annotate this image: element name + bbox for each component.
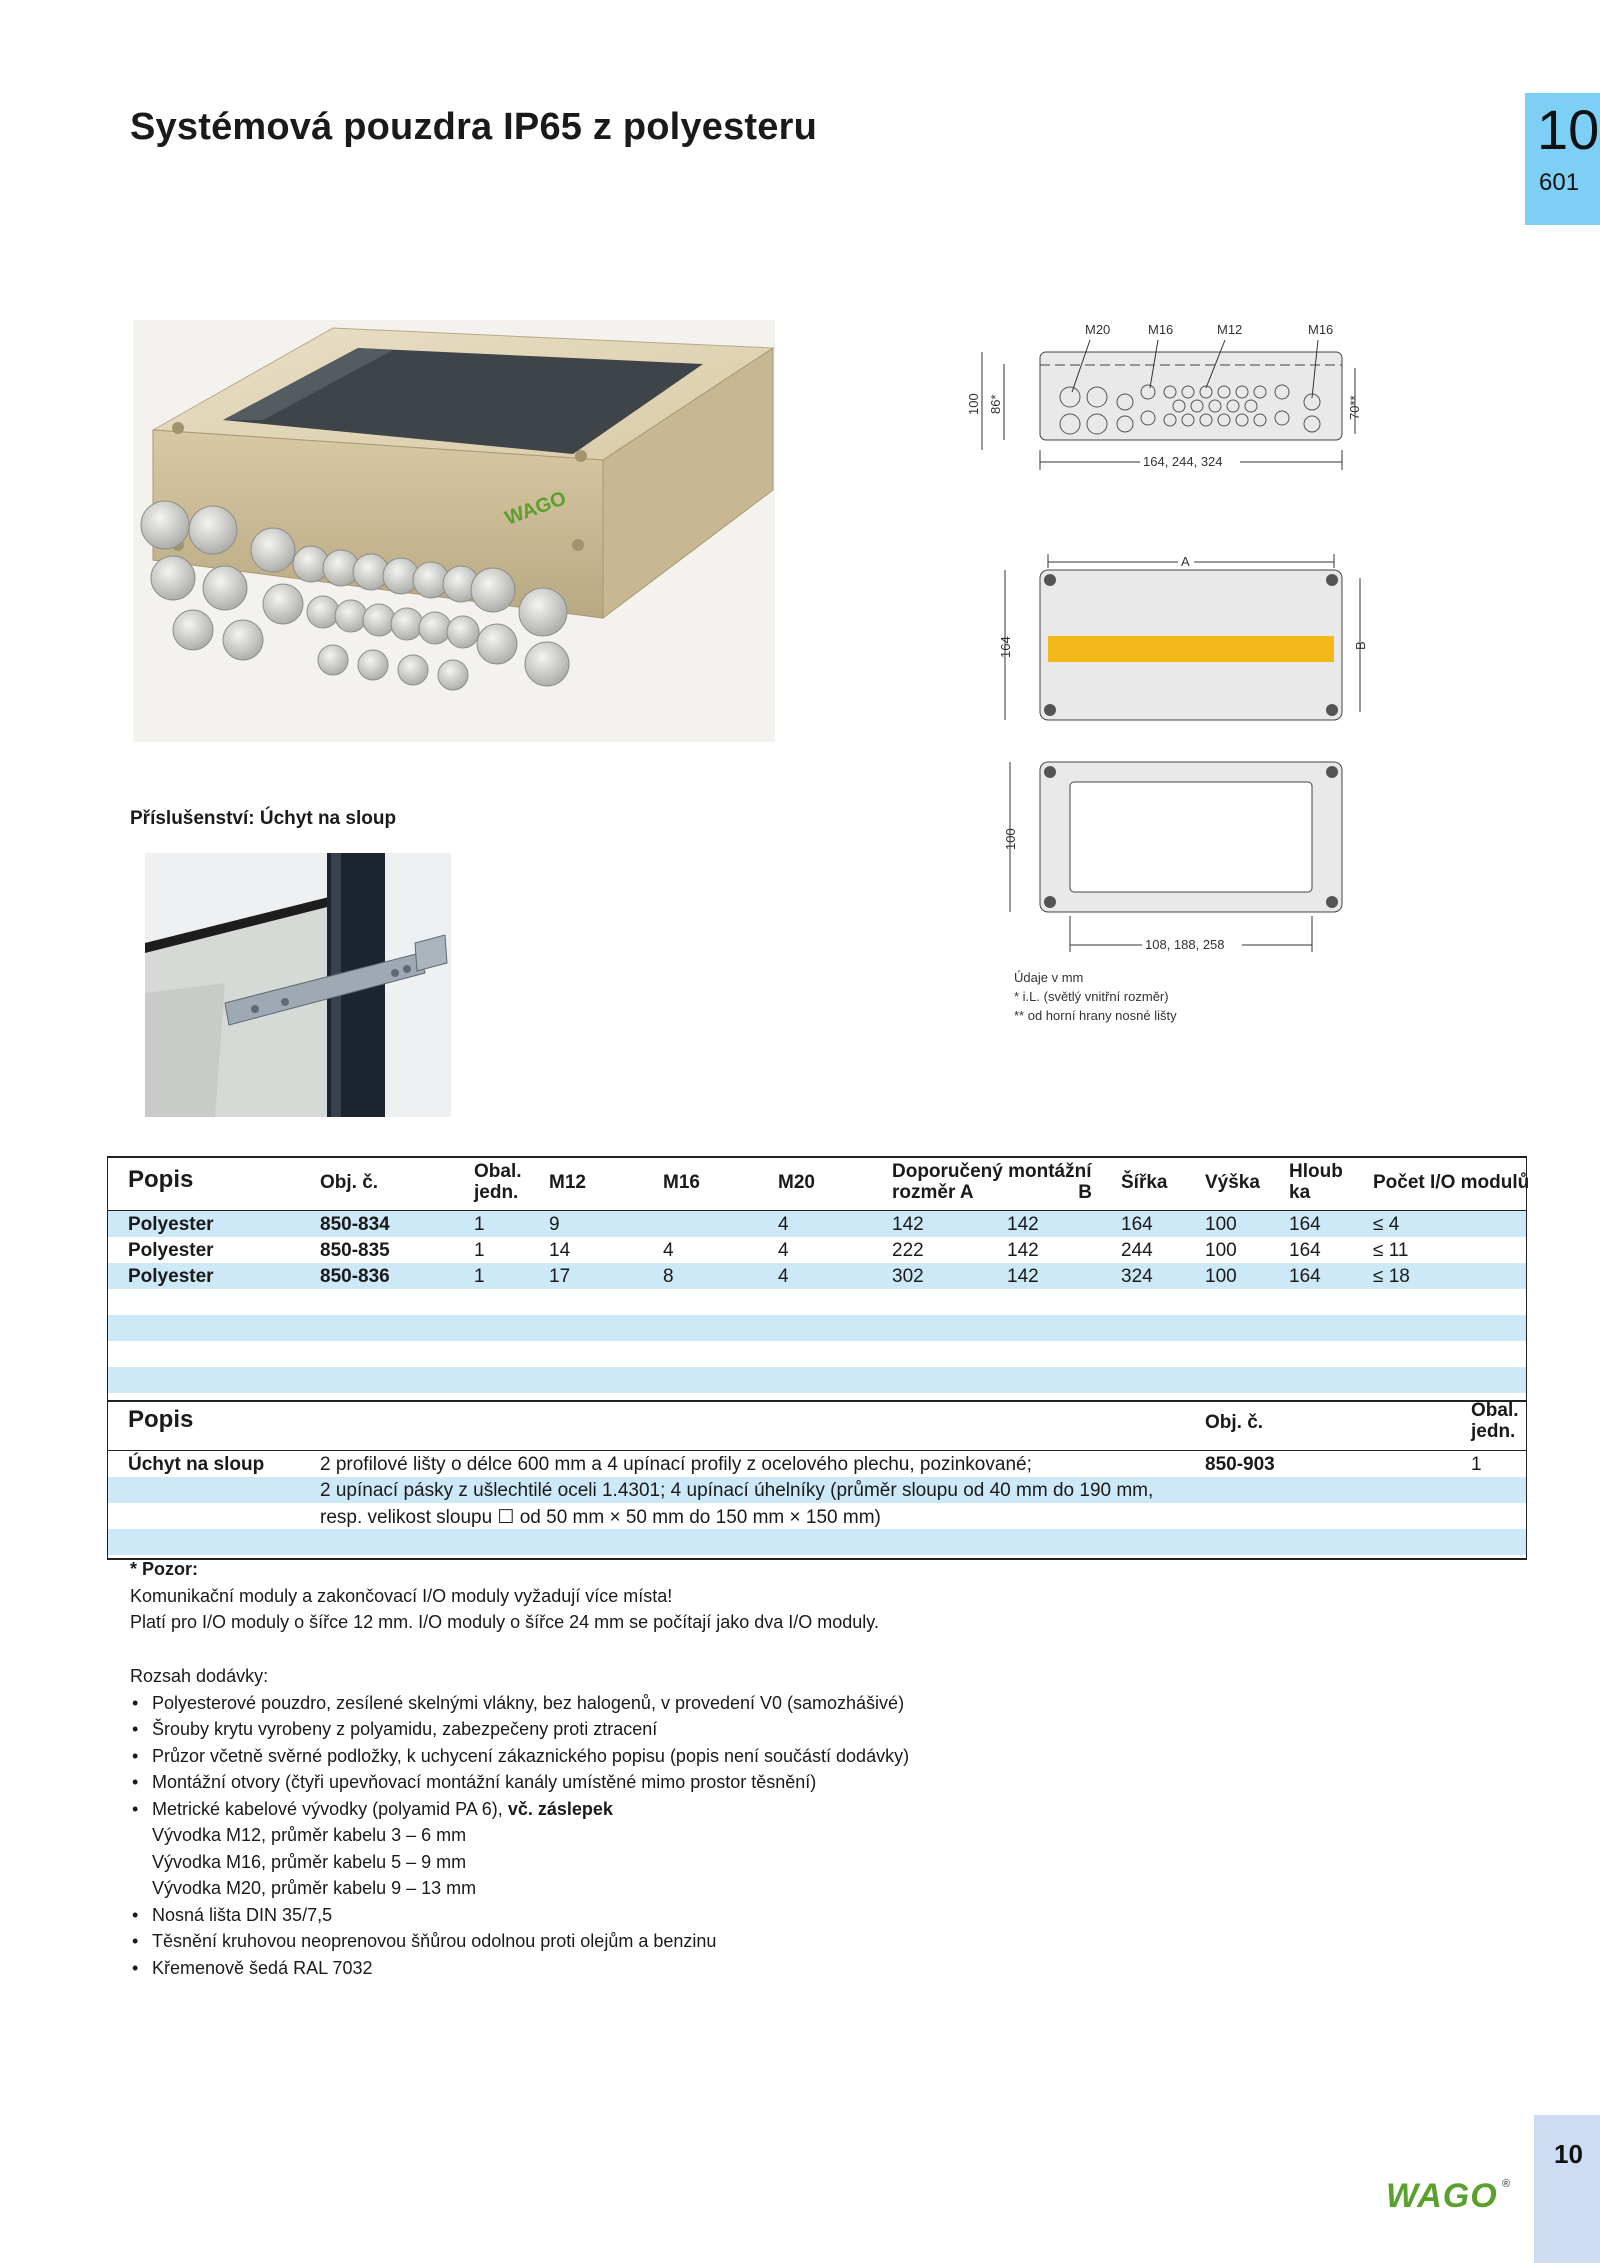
note-line: * i.L. (světlý vnitřní rozměr) xyxy=(1014,989,1169,1004)
col-header-obal: Obal. jedn. xyxy=(1471,1400,1519,1442)
dim-height-bottom: 100 xyxy=(1003,828,1018,850)
list-item: • Šrouby krytu vyrobeny z polyamidu, zabezpečeny proti ztracení xyxy=(130,1716,909,1743)
col-header-hloubka: Hloub ka xyxy=(1289,1161,1343,1203)
dim-b: B xyxy=(1353,641,1368,650)
dim-width-bottom: 108, 188, 258 xyxy=(1145,937,1225,952)
gland-label: M16 xyxy=(1308,322,1334,337)
wago-logo xyxy=(1384,2175,1514,2215)
note-line: ** od horní hrany nosné lišty xyxy=(1014,1008,1177,1023)
pole-mount-photo xyxy=(145,853,451,1117)
table-row-empty xyxy=(108,1289,1526,1315)
din-rail xyxy=(1048,636,1334,662)
table-row: Úchyt na sloup 2 profilové lišty o délce 600 mm a 4 upínací profily z ocelového plechu, pozinkované; 850-903 1 xyxy=(128,1454,1482,1475)
footer-page-number: 10 xyxy=(1554,2139,1583,2169)
dim-164: 164 xyxy=(998,636,1013,658)
col-header-popis: Popis xyxy=(128,1166,194,1193)
note-line: Údaje v mm xyxy=(1014,970,1084,985)
col-header-obj: Obj. č. xyxy=(320,1172,379,1193)
table-row-empty xyxy=(108,1367,1526,1393)
col-header-vyska: Výška xyxy=(1205,1172,1260,1193)
footer-tab xyxy=(1534,2115,1600,2263)
table-row: 2 upínací pásky z ušlechtilé oceli 1.4301; 4 upínací úhelníky (průměr sloupu od 40 mm do 190 mm, xyxy=(108,1477,1526,1503)
col-header-m20: M20 xyxy=(778,1172,815,1193)
col-header-m12: M12 xyxy=(549,1172,586,1193)
table-row: Polyester 850-835 1 14 4 4 222 142 244 100 164 ≤ 11 xyxy=(128,1240,1409,1261)
dim-right: 70** xyxy=(1347,395,1362,420)
gland-label: M12 xyxy=(1217,322,1243,337)
pole-mount-illustration xyxy=(145,853,451,1117)
table-row: Polyester 850-834 1 9 4 142 142 164 100 164 ≤ 4 xyxy=(108,1211,1526,1237)
list-item: • Montážní otvory (čtyři upevňovací montážní kanály umístěné mimo prostor těsnění) xyxy=(130,1769,909,1796)
scope-of-delivery xyxy=(130,1663,909,1981)
table-row: resp. velikost sloupu ☐ od 50 mm × 50 mm do 150 mm × 150 mm) xyxy=(320,1507,881,1528)
table-row-empty xyxy=(108,1315,1526,1341)
chapter-number: 10 xyxy=(1537,98,1600,161)
col-header-mounting: Doporučený montážní rozměr A B xyxy=(892,1161,1092,1203)
col-header-obj: Obj. č. xyxy=(1205,1412,1264,1433)
col-header-m16: M16 xyxy=(663,1172,700,1193)
accessory-table xyxy=(107,1398,1527,1560)
svg-text:®: ® xyxy=(1502,2178,1511,2190)
gland-spec: Vývodka M16, průměr kabelu 5 – 9 mm xyxy=(152,1851,467,1872)
accessory-label: Příslušenství: Úchyt na sloup xyxy=(130,808,397,829)
col-header-sirka: Šířka xyxy=(1121,1172,1168,1193)
list-item: • Průzor včetně svěrné podložky, k uchycení zákaznického popisu (popis není součástí dodávky) xyxy=(130,1743,909,1770)
dim-height-inner: 86* xyxy=(988,394,1003,414)
table-row-empty xyxy=(108,1341,1526,1367)
notice-line: Platí pro I/O moduly o šířce 12 mm. I/O moduly o šířce 24 mm se počítají jako dva I/O moduly. xyxy=(130,1612,879,1632)
list-item: • Křemenově šedá RAL 7032 xyxy=(130,1955,909,1982)
gland-label: M20 xyxy=(1085,322,1111,337)
list-item: • Nosná lišta DIN 35/7,5 xyxy=(130,1902,909,1929)
col-header-obal: Obal. jedn. xyxy=(474,1161,522,1203)
notice-line: Komunikační moduly a zakončovací I/O moduly vyžadují více místa! xyxy=(130,1585,673,1606)
gland-spec: Vývodka M12, průměr kabelu 3 – 6 mm xyxy=(152,1825,467,1845)
col-header-popis: Popis xyxy=(128,1406,194,1433)
enclosure-illustration xyxy=(133,320,775,742)
gland-label: M16 xyxy=(1148,322,1174,337)
dimension-drawings xyxy=(960,310,1368,1030)
logo-text: WAGO xyxy=(1386,2177,1498,2215)
notice xyxy=(130,1556,879,1636)
dim-a: A xyxy=(1181,554,1190,569)
page-title: Systémová pouzdra IP65 z polyesteru xyxy=(130,106,818,148)
svg-text:WAGO: WAGO xyxy=(502,487,570,530)
notice-title: * Pozor: xyxy=(130,1559,199,1579)
enclosure-photo xyxy=(133,320,775,742)
page-number: 601 xyxy=(1539,169,1580,196)
col-header-pocet: Počet I/O modulů xyxy=(1373,1172,1530,1193)
list-item: • Těsnění kruhovou neoprenovou šňůrou odolnou proti olejům a benzinu xyxy=(130,1928,909,1955)
list-item: • Polyesterové pouzdro, zesílené skelnými vlákny, bez halogenů, v provedení V0 (samozhášivé) xyxy=(130,1690,909,1717)
product-table xyxy=(107,1156,1530,1402)
gland-spec: Vývodka M20, průměr kabelu 9 – 13 mm xyxy=(152,1878,477,1898)
table-row-empty xyxy=(108,1529,1526,1555)
drawing-notes xyxy=(1014,968,1177,1025)
dim-height-total: 100 xyxy=(966,393,981,415)
dim-width-top: 164, 244, 324 xyxy=(1143,454,1223,469)
scope-title: Rozsah dodávky: xyxy=(130,1666,269,1686)
chapter-tab xyxy=(1525,93,1600,225)
table-row: Polyester 850-836 1 17 8 4 302 142 324 100 164 ≤ 18 xyxy=(108,1263,1526,1289)
list-item: • Metrické kabelové vývodky (polyamid PA 6), vč. záslepek xyxy=(130,1796,909,1823)
